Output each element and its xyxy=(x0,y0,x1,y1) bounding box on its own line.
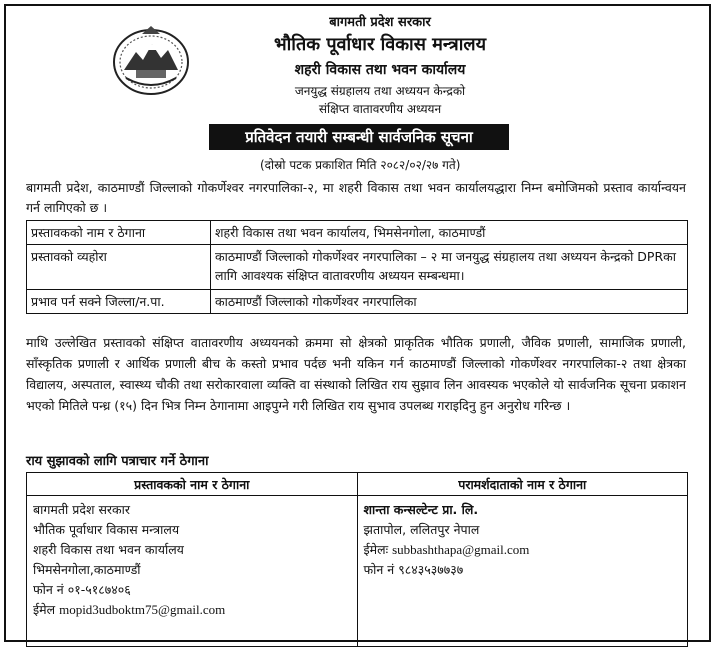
notice-title: प्रतिवेदन तयारी सम्बन्धी सार्वजनिक सूचना xyxy=(209,124,509,150)
table-header-row xyxy=(27,473,688,496)
consultant-name: शान्ता कन्सल्टेन्ट प्रा. लि. xyxy=(363,502,479,517)
proponent-phone: फोन नं ०१-५१८७४०६ xyxy=(33,582,131,597)
consultant-email-row xyxy=(364,540,682,560)
table-row xyxy=(27,245,688,290)
table-row xyxy=(27,290,688,314)
info-label: प्रस्तावकको नाम र ठेगाना xyxy=(27,221,211,245)
email-label: ईमेलः xyxy=(363,542,389,557)
address-table xyxy=(26,472,688,647)
proponent-address-cell xyxy=(27,496,358,647)
address-heading: राय सुझावको लागि पत्राचार गर्ने ठेगाना xyxy=(26,454,209,469)
proponent-line: भौतिक पूर्वाधार विकास मन्त्रालय xyxy=(33,522,180,537)
info-value: काठमाण्डौं जिल्लाको गोकर्णेश्वर नगरपालिका – २ मा जनयुद्ध संग्रहालय तथा अध्ययन केन्द्रको DPRका लागि आवश्यक संक्षिप्त वातावरणीय अध्ययन सम्बन्धमा। xyxy=(211,245,688,290)
government-emblem-icon xyxy=(112,22,190,96)
study-name: संक्षिप्त वातावरणीय अध्ययन xyxy=(318,102,442,116)
info-label: प्रस्तावको व्यहोरा xyxy=(27,245,211,290)
proponent-email-row xyxy=(33,600,351,620)
office-name: शहरी विकास तथा भवन कार्यालय xyxy=(294,62,466,78)
info-value: काठमाण्डौं जिल्लाको गोकर्णेश्वर नगरपालिका xyxy=(211,290,688,314)
proponent-line: भिमसेनगोला,काठमाण्डौं xyxy=(33,562,141,577)
proponent-line: शहरी विकास तथा भवन कार्यालय xyxy=(33,542,184,557)
consultant-address: झतापोल, ललितपुर नेपाल xyxy=(363,522,480,537)
info-value: शहरी विकास तथा भवन कार्यालय, भिमसेनगोला, काठमाण्डौं xyxy=(211,221,688,245)
project-name: जनयुद्ध संग्रहालय तथा अध्ययन केन्द्रको xyxy=(294,84,466,98)
gov-name: बागमती प्रदेश सरकार xyxy=(329,15,431,30)
col-proponent-header: प्रस्तावकको नाम र ठेगाना xyxy=(27,473,358,496)
body-paragraph: माथि उल्लेखित प्रस्तावको संक्षिप्त वातावरणीय अध्ययनको क्रममा सो क्षेत्रको प्राकृतिक भौतिक प्रणाली, जैविक प्रणाली, सामाजिक प्रणाली, साँस्कृतिक प्रणाली र आर्थिक प्रणाली बीच के कस्तो प्रभाव पर्दछ भनी यकिन गर्न काठमाण्डौं जिल्लाको गोकर्णेश्वर नगरपालिका-२ तथा क्षेत्रका विद्यालय, अस्पताल, स्वास्थ्य चौकी तथा सरोकारवाला व्यक्ति वा संस्थाको लिखित राय सुझाव लिन आवस्यक भएकोले यो सार्वजनिक सूचना प्रकाशन भएको मितिले पन्ध्र (१५) दिन भित्र निम्न ठेगानामा आइपुग्ने गरी लिखित राय सुभाव उपलब्ध गराइदिनु हुन अनुरोध गरिन्छ । xyxy=(26,335,686,413)
proponent-line: बागमती प्रदेश सरकार xyxy=(33,502,130,517)
consultant-phone: फोन नं ९८४३५३७७३७ xyxy=(363,562,464,577)
proposal-info-table xyxy=(26,220,688,314)
consultant-address-cell xyxy=(357,496,688,647)
col-consultant-header: परामर्शदाताको नाम र ठेगाना xyxy=(357,473,688,496)
consultant-email[interactable]: subbashthapa@gmail.com xyxy=(392,542,530,557)
table-row xyxy=(27,221,688,245)
email-label: ईमेल xyxy=(33,602,56,617)
intro-paragraph: बागमती प्रदेश, काठमाण्डौं जिल्लाको गोकर्णेश्वर नगरपालिका-२, मा शहरी विकास तथा भवन कार्यालयद्धारा निम्न बमोजिमको प्रस्ताव कार्यान्वयन गर्न लागिएको छ । xyxy=(26,180,686,215)
info-label: प्रभाव पर्न सक्ने जिल्ला/न.पा. xyxy=(27,290,211,314)
proponent-email[interactable]: mopid3udboktm75@gmail.com xyxy=(59,602,226,617)
ministry-name: भौतिक पूर्वाधार विकास मन्त्रालय xyxy=(273,34,487,55)
publication-date: (दोस्रो पटक प्रकाशित मिति २०८२/०२/२७ गते) xyxy=(260,158,461,172)
table-row xyxy=(27,496,688,647)
